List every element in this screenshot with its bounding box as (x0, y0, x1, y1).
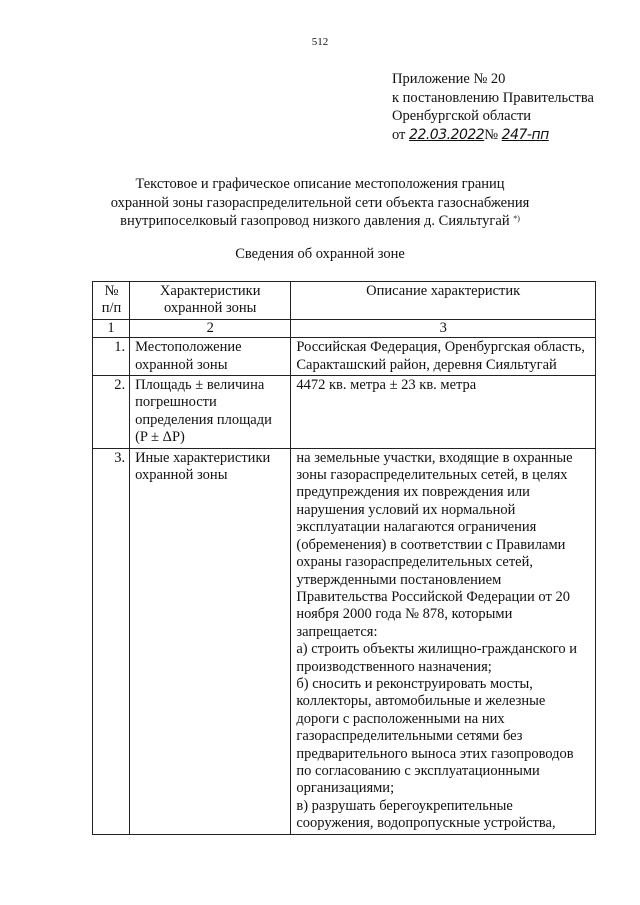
description-paragraph: а) строить объекты жилищно-гражданского и производственного назначения; (296, 641, 578, 675)
row-description (291, 338, 596, 376)
row-number: 2. (93, 376, 130, 449)
appendix-line-1: Приложение № 20 (392, 71, 506, 87)
header-description: Описание характеристик (291, 282, 596, 320)
section-subtitle: Сведения об охранной зоне (235, 246, 405, 262)
handwritten-date: 22.03.2022 (409, 126, 485, 143)
appendix-date-line (392, 126, 594, 145)
number-sign: № (484, 126, 499, 143)
column-number-2: 2 (130, 319, 291, 337)
title-line-1: Текстовое и графическое описание местоположения границ (135, 176, 505, 192)
handwritten-number: 247-пп (501, 126, 549, 143)
appendix-line-2: к постановлению Правительства (392, 89, 594, 106)
title-line-3 (0, 212, 640, 231)
column-number-row (93, 319, 596, 337)
document-title (0, 175, 640, 231)
row-description (291, 448, 596, 834)
title-line-2: охранной зоны газораспределительной сети объекта газоснабжения (110, 194, 530, 211)
appendix-line-3: Оренбургской области (392, 108, 532, 124)
row-description (291, 376, 596, 449)
table-row (93, 376, 596, 449)
description-paragraph: 4472 кв. метра ± 23 кв. метра (296, 377, 477, 394)
protection-zone-table (92, 281, 596, 835)
description-paragraph: Российская Федерация, Оренбургская область, Саракташский район, деревня Сияльтугай (296, 339, 585, 373)
table-row (93, 448, 596, 834)
row-number: 1. (93, 338, 130, 376)
header-number: № п/п (93, 282, 130, 320)
appendix-block (392, 70, 594, 144)
header-characteristic: Характеристики охранной зоны (130, 282, 291, 320)
description-paragraph: на земельные участки, входящие в охранные зоны газораспределительных сетей, в целях предупреждения их повреждения или нарушения условий их нормальной эксплуатации налагаются ограничения (обременения) в соответствии с Правилами охраны газораспределительных сетей, утвержденными постановлением Правительства Российской Федерации от 20 ноября 2000 года № 878, которыми запрещается: (296, 449, 573, 640)
column-number-1: 1 (93, 319, 130, 337)
footnote-mark: *) (513, 214, 520, 223)
page-number: 512 (311, 36, 329, 48)
column-number-3: 3 (291, 319, 596, 337)
row-characteristic: Иные характеристики охранной зоны (130, 448, 291, 834)
row-number: 3. (93, 448, 130, 834)
description-paragraph: в) разрушать берегоукрепительные сооружения, водопропускные устройства, (296, 797, 556, 832)
date-prefix: от (392, 126, 406, 143)
row-characteristic: Площадь ± величина погрешности определения площади (P ± ΔP) (130, 376, 291, 449)
table-row (93, 338, 596, 376)
row-characteristic: Местоположение охранной зоны (130, 338, 291, 376)
title-line-3-text: внутрипоселковый газопровод низкого давления д. Сияльтугай (120, 213, 510, 229)
description-paragraph: б) сносить и реконструировать мосты, коллекторы, автомобильные и железные дороги с расположенными на них газораспределительными сетями без предварительного выноса этих газопроводов по согласованию с эксплуатационными организациями; (296, 675, 574, 797)
table-header-row (93, 282, 596, 320)
